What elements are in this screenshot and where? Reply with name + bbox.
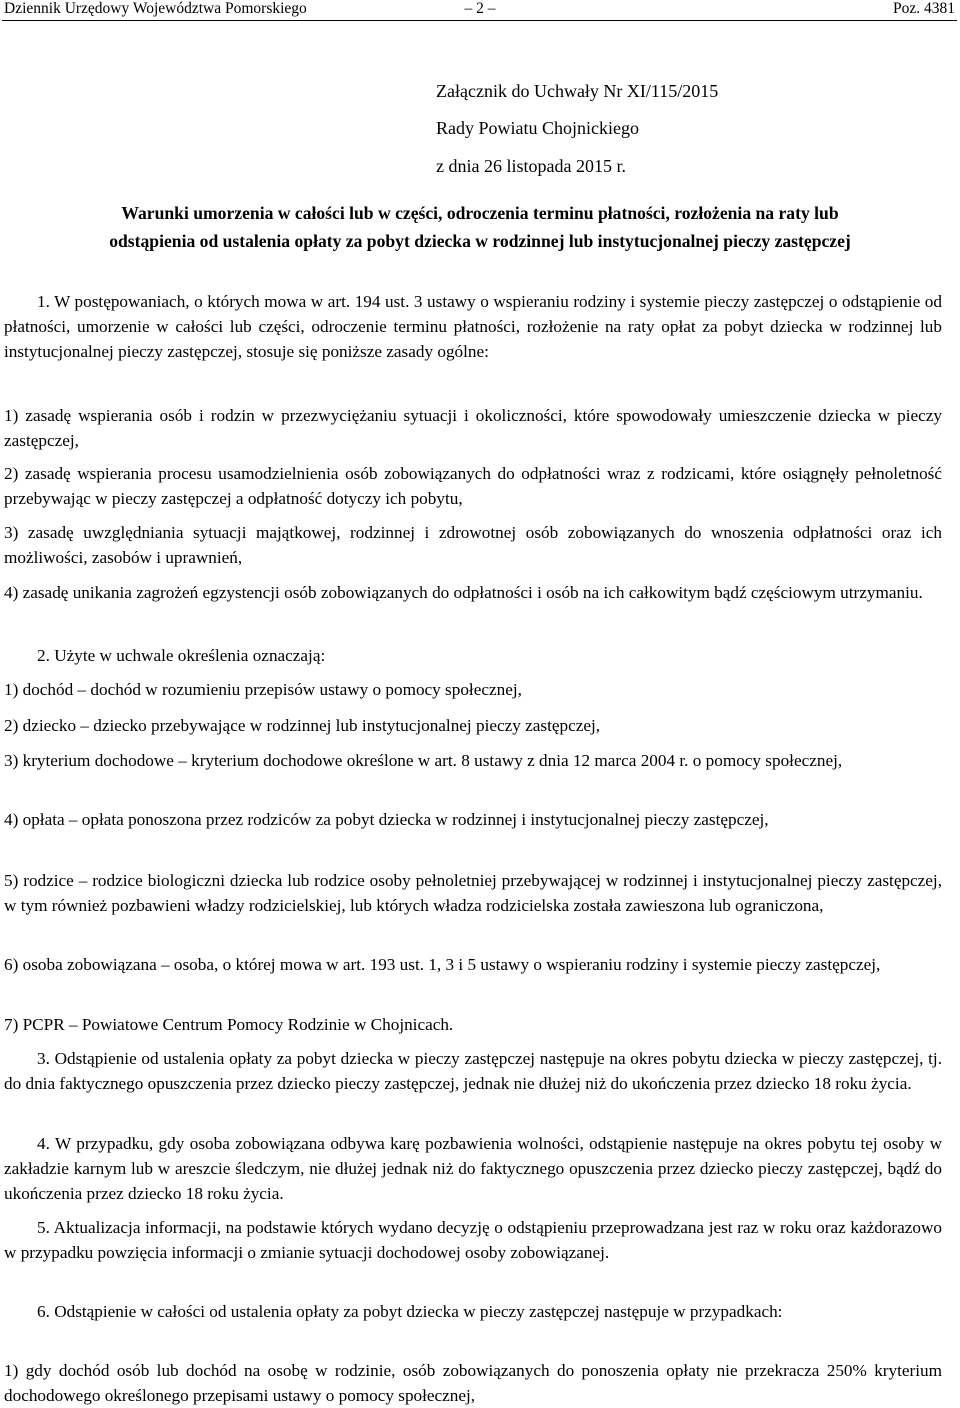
section-1-intro: 1. W postępowaniach, o których mowa w art. 194 ust. 3 ustawy o wspieraniu rodziny i systemie pieczy zastępczej o odstąpienie od płatności, umorzenie w całości lub części, odroczenie terminu płatności, rozłożenie na raty opłat za pobyt dziecka w rodzinnej lub instytucjonalnej pieczy zastępczej, stosuje się poniższe zasady ogólne: [4, 292, 942, 361]
page-header [0, 0, 960, 20]
section-1-item-2: 2) zasadę wspierania procesu usamodzielnienia osób zobowiązanych do odpłatności wraz z rodzicami, które osiągnęły pełnoletność przebywając w pieczy zastępczej a odpłatność dotyczy ich pobytu, [4, 464, 942, 508]
section-1-item-4: 4) zasadę unikania zagrożeń egzystencji osób zobowiązanych do odpłatności i osób na ich całkowitym bądź częściowym utrzymaniu. [4, 583, 923, 602]
section-2-item-4: 4) opłata – opłata ponoszona przez rodziców za pobyt dziecka w rodzinnej i instytucjonalnej pieczy zastępczej, [4, 810, 769, 829]
section-2-item-2: 2) dziecko – dziecko przebywające w rodzinnej lub instytucjonalnej pieczy zastępczej, [4, 716, 601, 735]
section-4: 4. W przypadku, gdy osoba zobowiązana odbywa karę pozbawienia wolności, odstąpienie następuje na okres pobytu tej osoby w zakładzie karnym lub w areszcie śledczym, nie dłużej jednak niż do faktycznego opuszczenia przez dziecko pieczy zastępczej, bądź do ukończenia przez dziecko 18 roku życia. [4, 1134, 942, 1203]
section-5: 5. Aktualizacja informacji, na podstawie których wydano decyzję o odstąpieniu przeprowadzana jest raz w roku oraz każdorazowo w przypadku powzięcia informacji o zmianie sytuacji dochodowej osoby zobowiązanej. [4, 1218, 942, 1262]
annex-line-3: z dnia 26 listopada 2015 r. [436, 156, 626, 176]
journal-name: Dziennik Urzędowy Województwa Pomorskiego [4, 0, 307, 17]
section-6-intro: 6. Odstąpienie w całości od ustalenia opłaty za pobyt dziecka w pieczy zastępczej następuje w przypadkach: [37, 1302, 783, 1321]
document-title [0, 199, 960, 255]
annex-line-1: Załącznik do Uchwały Nr XI/115/2015 [436, 81, 719, 101]
section-3: 3. Odstąpienie od ustalenia opłaty za pobyt dziecka w pieczy zastępczej następuje na okres pobytu dziecka w pieczy zastępczej, tj. do dnia faktycznego opuszczenia przez dziecko pieczy zastępczej, jednak nie dłużej niż do ukończenia przez dziecko 18 roku życia. [4, 1049, 942, 1093]
section-2-item-5: 5) rodzice – rodzice biologiczni dziecka lub rodzice osoby pełnoletniej przebywającej w rodzinnej i instytucjonalnej pieczy zastępczej, w tym również pozbawieni władzy rodzicielskiej, lub których władza rodzicielska została zawieszona lub ograniczona, [4, 871, 942, 915]
section-2-item-7: 7) PCPR – Powiatowe Centrum Pomocy Rodzinie w Chojnicach. [4, 1015, 454, 1034]
position-number: Poz. 4381 [893, 0, 955, 17]
section-2-item-1: 1) dochód – dochód w rozumieniu przepisów ustawy o pomocy społecznej, [4, 680, 522, 699]
header-rule [2, 20, 957, 21]
section-1-item-3: 3) zasadę uwzględniania sytuacji majątkowej, rodzinnej i zdrowotnej osób zobowiązanych do wnoszenia odpłatności oraz ich możliwości, zasobów i uprawnień, [4, 523, 942, 567]
section-2-item-3: 3) kryterium dochodowe – kryterium dochodowe określone w art. 8 ustawy z dnia 12 marca 2004 r. o pomocy społecznej, [4, 751, 843, 770]
page-number: – 2 – [464, 0, 496, 17]
section-2-intro: 2. Użyte w uchwale określenia oznaczają: [37, 646, 326, 665]
title-line-2: odstąpienia od ustalenia opłaty za pobyt dziecka w rodzinnej lub instytucjonalnej pieczy zastępczej [109, 231, 851, 251]
section-6-item-1: 1) gdy dochód osób lub dochód na osobę w rodzinie, osób zobowiązanych do ponoszenia opłaty nie przekracza 250% kryterium dochodowego określonego przepisami ustawy o pomocy społecznej, [4, 1361, 942, 1405]
section-1-item-1: 1) zasadę wspierania osób i rodzin w przezwyciężaniu sytuacji i okoliczności, które spowodowały umieszczenie dziecka w pieczy zastępczej, [4, 406, 942, 450]
title-line-1: Warunki umorzenia w całości lub w części, odroczenia terminu płatności, rozłożenia na raty lub [121, 203, 839, 223]
section-2-item-6: 6) osoba zobowiązana – osoba, o której mowa w art. 193 ust. 1, 3 i 5 ustawy o wspieraniu rodziny i systemie pieczy zastępczej, [4, 955, 881, 974]
annex-line-2: Rady Powiatu Chojnickiego [436, 118, 639, 138]
